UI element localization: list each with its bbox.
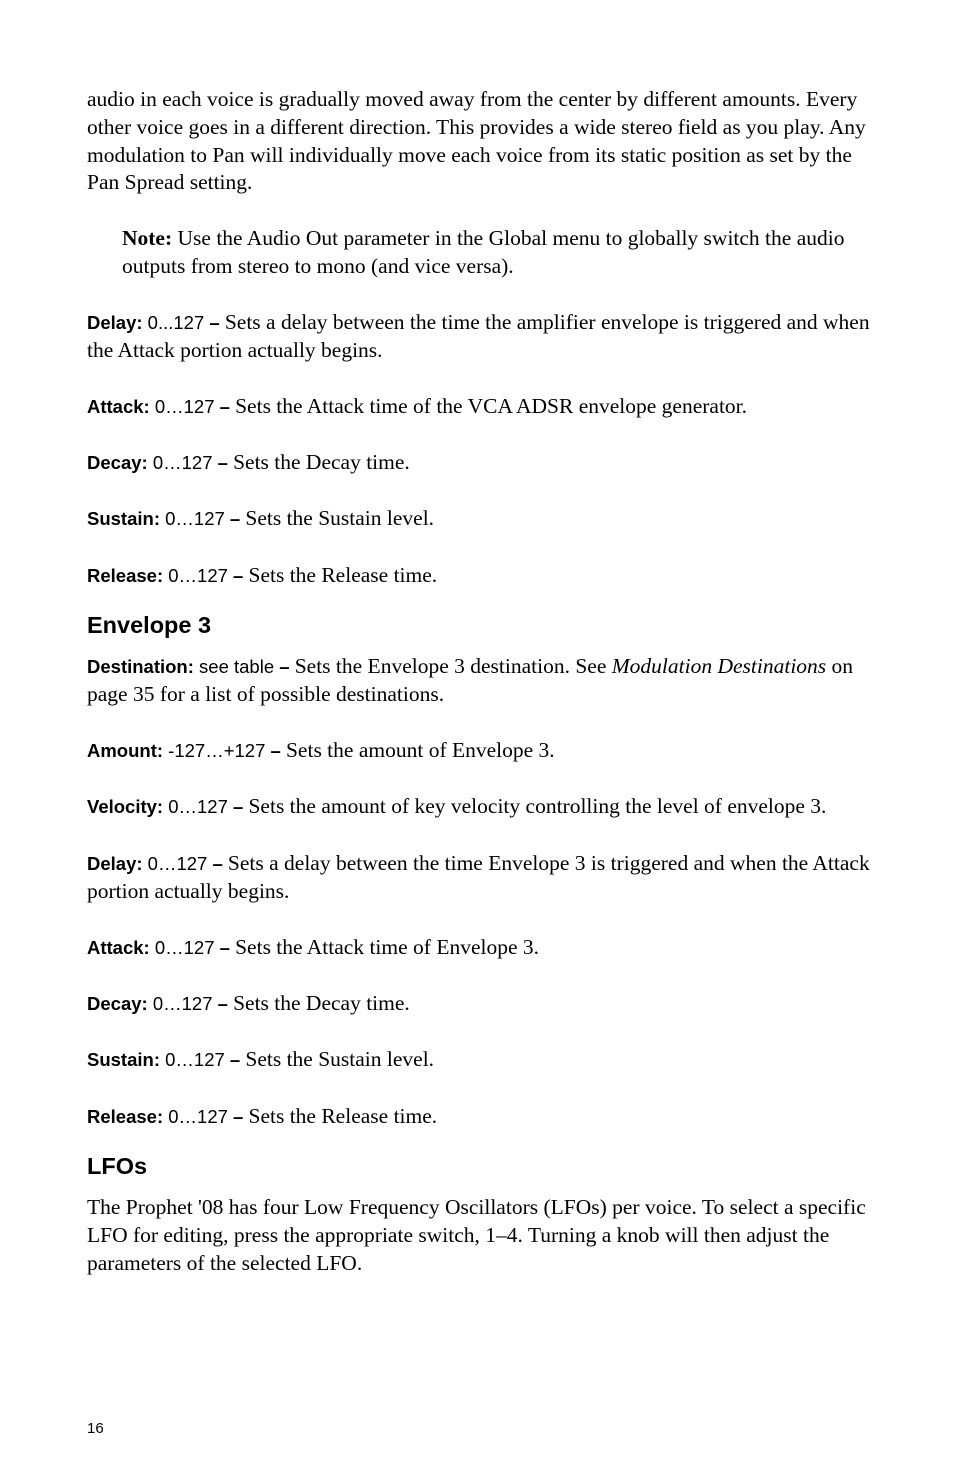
- param-range: 0…127: [142, 852, 208, 874]
- param-name: Release:: [87, 1105, 164, 1127]
- param-desc: Sets the Decay time.: [233, 991, 410, 1016]
- param-vca-release: [87, 562, 887, 590]
- param-dash: –: [212, 452, 234, 474]
- param-desc: Sets the Release time.: [248, 562, 438, 587]
- param-dash: –: [274, 656, 295, 678]
- param-desc: Sets the Decay time.: [233, 450, 410, 475]
- param-desc-tail: on page 35 for a list of possible destinations.: [87, 654, 854, 706]
- page-number: 16: [87, 1420, 104, 1437]
- param-name: Sustain:: [87, 1049, 160, 1071]
- param-name: Release:: [87, 564, 164, 586]
- param-dash: –: [227, 1105, 249, 1127]
- param-vca-sustain: [87, 505, 887, 533]
- param-range: 0…127: [147, 452, 213, 474]
- param-env3-velocity: [87, 793, 887, 821]
- param-desc: Sets the Sustain level.: [245, 506, 435, 531]
- param-vca-decay: [87, 449, 887, 477]
- param-range: 0…127: [159, 1049, 225, 1071]
- cross-reference: Modulation Destinations: [611, 654, 827, 679]
- note-label: Note:: [122, 226, 173, 251]
- param-desc: Sets the Attack time of the VCA ADSR envelope generator.: [235, 393, 748, 418]
- param-name: Decay:: [87, 993, 148, 1015]
- param-range: 0…127: [147, 993, 213, 1015]
- param-range: 0…127: [163, 1105, 228, 1127]
- param-range: 0…127: [163, 796, 228, 818]
- param-name: Velocity:: [87, 796, 164, 818]
- param-name: Attack:: [87, 936, 150, 958]
- param-dash: –: [224, 1049, 246, 1071]
- param-name: Delay:: [87, 311, 143, 333]
- param-desc: Sets the Sustain level.: [245, 1047, 435, 1072]
- param-name: Delay:: [87, 852, 143, 874]
- param-dash: –: [212, 993, 234, 1015]
- param-dash: –: [214, 395, 236, 417]
- param-name: Amount:: [87, 740, 164, 762]
- param-env3-destination: [87, 653, 887, 709]
- param-range: 0…127: [163, 564, 228, 586]
- param-vca-delay: [87, 309, 887, 365]
- param-env3-release: [87, 1103, 887, 1131]
- param-name: Sustain:: [87, 508, 160, 530]
- lfos-paragraph: The Prophet '08 has four Low Frequency Oscillators (LFOs) per voice. To select a specific LFO for editing, press the appropriate switch, 1–4. Turning a knob will then adjust the parameters of the selected LFO.: [87, 1195, 866, 1275]
- param-env3-delay: [87, 850, 887, 906]
- section-heading-envelope-3: Envelope 3: [87, 612, 212, 639]
- param-range: 0…127: [149, 395, 215, 417]
- param-name: Decay:: [87, 452, 148, 474]
- param-env3-attack: [87, 934, 887, 962]
- param-desc: Sets the Release time.: [248, 1103, 438, 1128]
- param-dash: –: [227, 796, 249, 818]
- note-paragraph: [122, 225, 887, 281]
- param-dash: –: [227, 564, 249, 586]
- param-vca-attack: [87, 393, 887, 421]
- param-desc: Sets the Envelope 3 destination. See: [294, 654, 612, 679]
- param-range: -127…+127: [163, 740, 266, 762]
- param-desc: Sets the amount of Envelope 3.: [285, 738, 555, 763]
- param-desc: Sets a delay between the time the amplifier envelope is triggered and when the Attack portion actually begins.: [87, 309, 870, 362]
- param-desc: Sets the Attack time of Envelope 3.: [235, 934, 540, 959]
- param-name: Destination:: [87, 656, 194, 678]
- param-dash: –: [265, 740, 286, 762]
- param-range: see table: [193, 656, 275, 678]
- note-text: Use the Audio Out parameter in the Global menu to globally switch the audio outputs from stereo to mono (and vice versa).: [122, 226, 845, 278]
- param-dash: –: [204, 311, 225, 333]
- param-desc: Sets a delay between the time Envelope 3 is triggered and when the Attack portion actually begins.: [87, 850, 870, 903]
- section-heading-lfos: LFOs: [87, 1153, 148, 1180]
- param-dash: –: [207, 852, 228, 874]
- param-env3-sustain: [87, 1046, 887, 1074]
- param-name: Attack:: [87, 395, 150, 417]
- document-page: [87, 86, 887, 1277]
- intro-paragraph: audio in each voice is gradually moved away from the center by different amounts. Every other voice goes in a different direction. This provides a wide stereo field as you play. Any modulation to Pan will individually move each voice from its static position as set by the Pan Spread setting.: [87, 87, 866, 195]
- param-dash: –: [214, 936, 236, 958]
- param-range: 0...127: [142, 311, 205, 333]
- param-desc: Sets the amount of key velocity controlling the level of envelope 3.: [248, 794, 827, 819]
- param-dash: –: [224, 508, 246, 530]
- param-env3-decay: [87, 990, 887, 1018]
- param-range: 0…127: [159, 508, 225, 530]
- param-env3-amount: [87, 737, 887, 765]
- param-range: 0…127: [149, 936, 215, 958]
